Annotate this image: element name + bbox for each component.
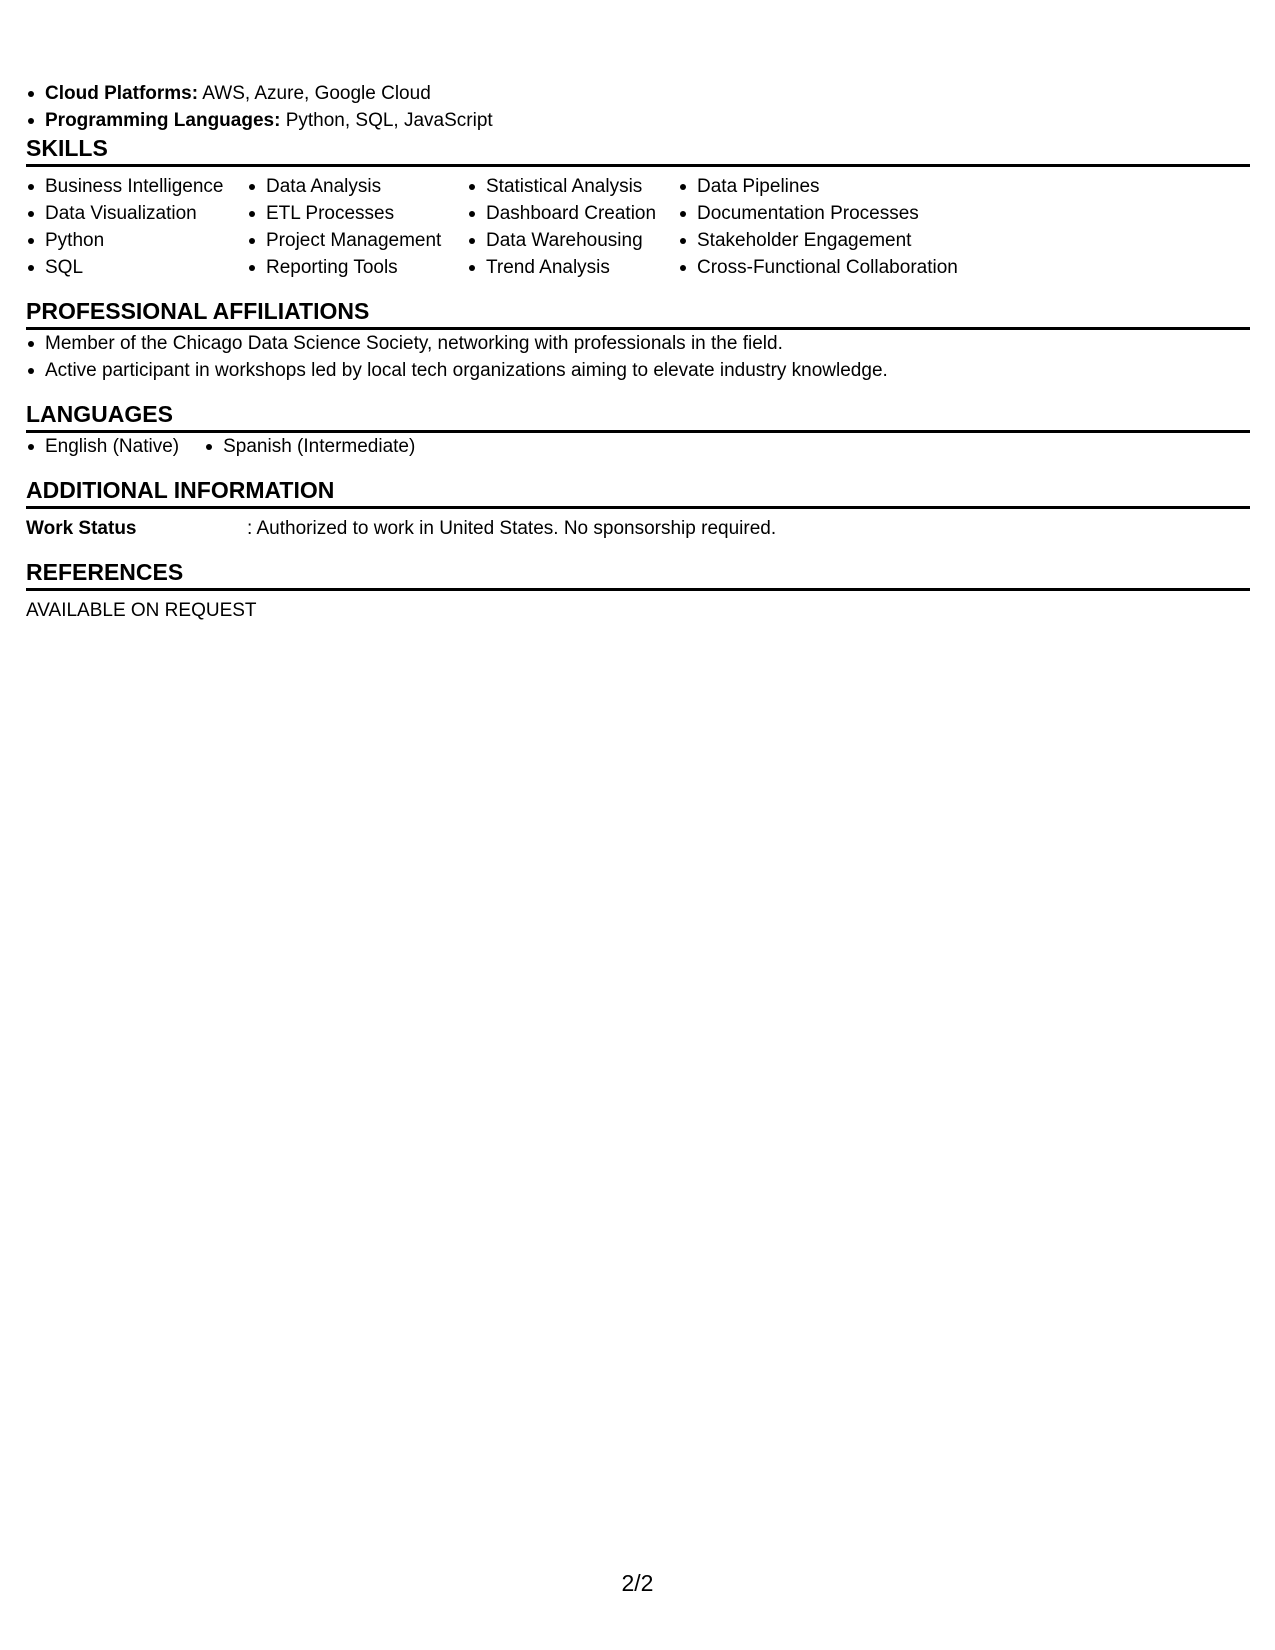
skill-item: Data Pipelines [678,173,978,200]
section-heading: ADDITIONAL INFORMATION [26,476,1250,509]
skill-item: Business Intelligence [26,173,247,200]
skill-item: Data Analysis [247,173,467,200]
section-heading: REFERENCES [26,558,1250,591]
item-label: Programming Languages: [45,110,281,131]
skills-column [467,173,678,281]
skill-item: Cross-Functional Collaboration [678,254,978,281]
languages-list [26,433,1250,460]
language-item: English (Native) [26,433,179,460]
skills-grid [26,173,1250,281]
section-heading: LANGUAGES [26,400,1250,433]
affiliations-section [26,297,1250,384]
technical-skills-list [26,80,1250,134]
resume-page [26,80,1250,624]
references-section [26,558,1250,624]
list-item [26,107,1250,134]
skill-item: Dashboard Creation [467,200,678,227]
skill-item: Documentation Processes [678,200,978,227]
skill-item: Data Visualization [26,200,247,227]
item-label: Cloud Platforms: [45,83,199,104]
skill-item: Reporting Tools [247,254,467,281]
section-heading: SKILLS [26,134,1250,167]
skill-item: SQL [26,254,247,281]
skill-item: Trend Analysis [467,254,678,281]
item-text: AWS, Azure, Google Cloud [198,83,431,104]
languages-section [26,400,1250,460]
language-item: Spanish (Intermediate) [204,433,415,460]
skills-column [26,173,247,281]
skills-column [678,173,978,281]
additional-information-section [26,476,1250,542]
affiliations-list [26,330,1250,384]
work-status-label: Work Status [26,518,137,539]
skill-item: Python [26,227,247,254]
list-item [26,80,1250,107]
list-item: Active participant in workshops led by local tech organizations aiming to elevate industry knowledge. [26,357,1250,384]
skill-item: Statistical Analysis [467,173,678,200]
work-status-value: : Authorized to work in United States. No sponsorship required. [247,518,777,539]
skills-section [26,134,1250,281]
skill-item: Data Warehousing [467,227,678,254]
skill-item: Project Management [247,227,467,254]
skills-column [247,173,467,281]
skill-item: Stakeholder Engagement [678,227,978,254]
list-item: Member of the Chicago Data Science Society, networking with professionals in the field. [26,330,1250,357]
references-text: AVAILABLE ON REQUEST [26,600,257,621]
work-status-row [26,515,1250,542]
page-number: 2/2 [621,1570,654,1596]
skill-item: ETL Processes [247,200,467,227]
item-text: Python, SQL, JavaScript [280,110,493,131]
section-heading: PROFESSIONAL AFFILIATIONS [26,297,1250,330]
